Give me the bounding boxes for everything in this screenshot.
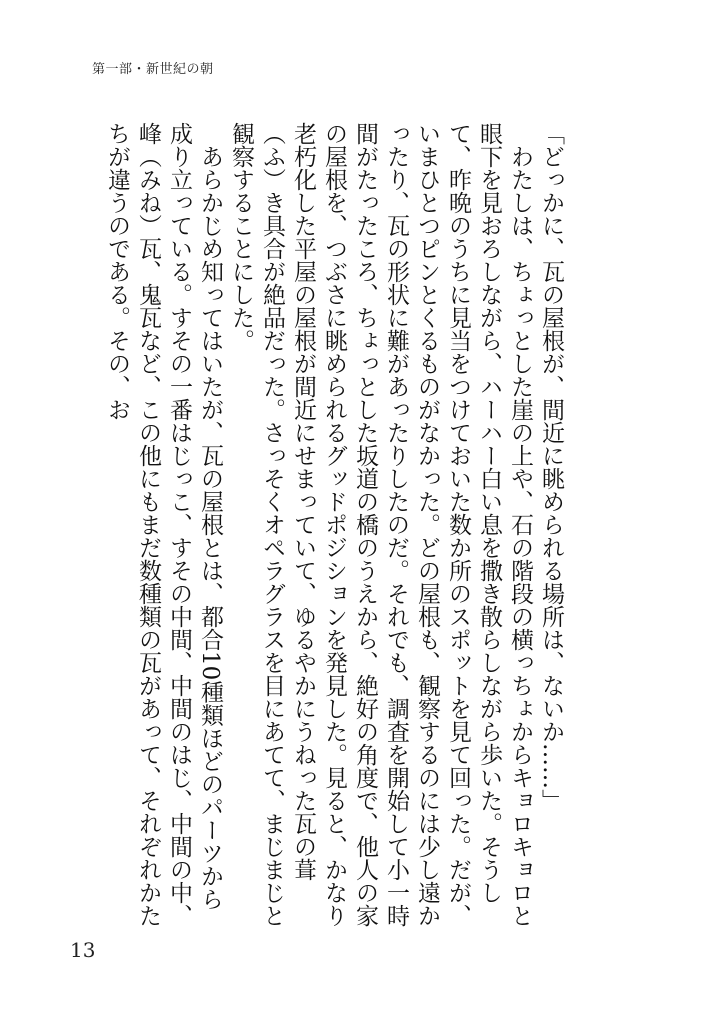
- vertical-text-body: [104, 122, 566, 932]
- page-number: 13: [70, 938, 96, 962]
- paragraph: わたしは、ちょっとした崖の上や、石の階段の横っちょからキョロキョロと眼下を見おろしながら、ハーハー白い息を撒き散らしながら歩いた。そうして、昨晩のうちに見当をつけておいた数か所のスポットを見て回った。だが、いまひとつピンとくるものがなかった。どの屋根も、観察するのには少し遠かったり、瓦の形状に難があったりしたのだ。それでも、調査を開始して小一時間がたったころ、ちょっとした坂道の橋のうえから、絶好の角度で、他人の家の屋根を、つぶさに眺められるグッドポジションを発見した。見ると、かなり老朽化した平屋の屋根が間近にせまっていて、ゆるやかにうねった瓦の葺（ふ）き具合が絶品だった。さっそくオペラグラスを目にあてて、まじまじと観察することにした。: [228, 122, 533, 927]
- paragraph: あらかじめ知ってはいたが、瓦の屋根とは、都合10種類ほどのパーツから成り立っている。すその一番はじっこ、すその中間、中間のはじ、中間の中、峰（みね）瓦、鬼瓦など、この他にもまだ数種類の瓦があって、それぞれかたちが違うのである。その、お: [104, 122, 223, 927]
- paragraph-dialogue: 「どっかに、瓦の屋根が、間近に眺められる場所は、ないか……」: [538, 122, 564, 812]
- running-header: 第一部・新世紀の朝: [92, 62, 214, 77]
